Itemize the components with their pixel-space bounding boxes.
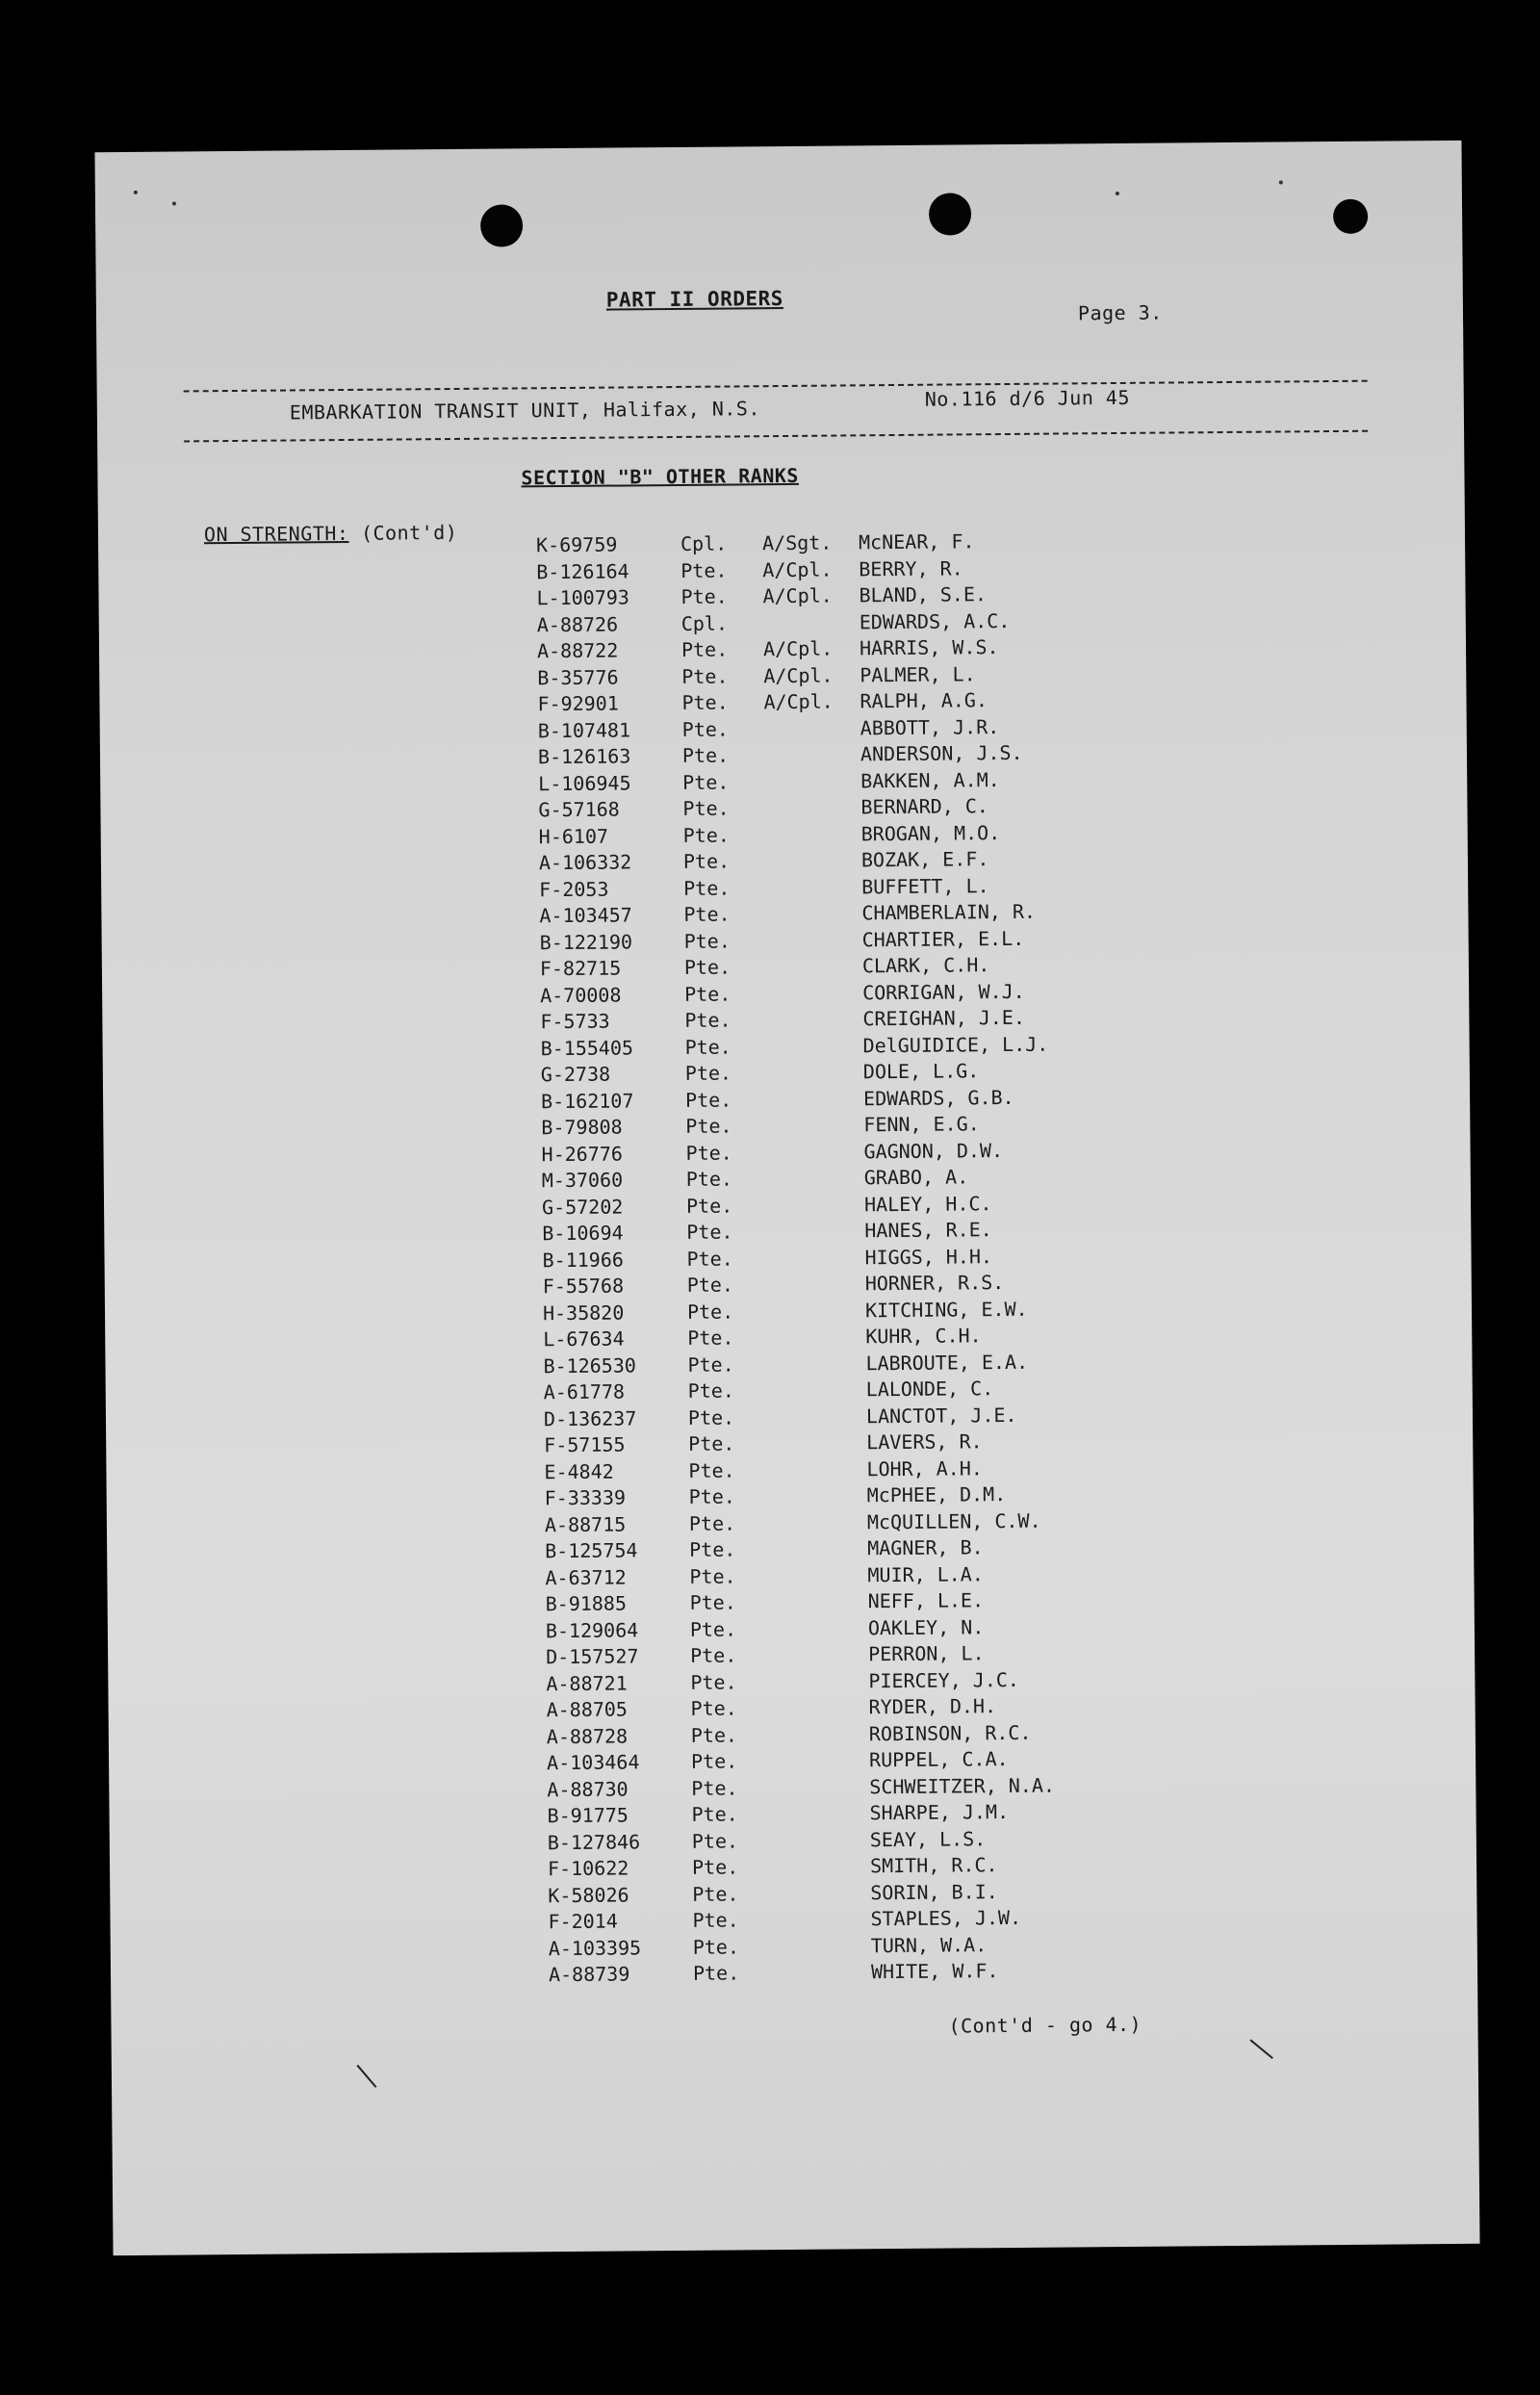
soldier-name: LABROUTE, E.A. <box>865 1350 1029 1375</box>
rank: Cpl. <box>680 531 728 555</box>
service-number: D-136237 <box>543 1405 637 1430</box>
rank: Pte. <box>691 1828 739 1853</box>
rank: Pte. <box>686 1273 734 1297</box>
acting-rank <box>769 1272 875 1273</box>
service-number: B-107481 <box>537 717 631 742</box>
acting-rank <box>764 716 870 717</box>
rank: Pte. <box>686 1220 733 1244</box>
punch-hole <box>480 204 523 246</box>
soldier-name: HARRIS, W.S. <box>859 635 999 660</box>
service-number: A-88705 <box>546 1697 629 1722</box>
rank: Pte. <box>686 1246 733 1271</box>
soldier-name: GRABO, A. <box>863 1165 969 1190</box>
soldier-name: CHARTIER, E.L. <box>861 926 1025 951</box>
acting-rank <box>774 1828 880 1829</box>
service-number: A-103395 <box>548 1935 642 1960</box>
service-number: F-5733 <box>540 1009 610 1034</box>
soldier-name: CREIGHAN, J.E. <box>862 1005 1026 1031</box>
soldier-name: SORIN, B.I. <box>870 1879 998 1904</box>
acting-rank <box>765 875 871 876</box>
rank: Pte. <box>689 1563 736 1588</box>
acting-rank <box>768 1246 874 1247</box>
acting-rank: A/Cpl. <box>763 663 834 687</box>
acting-rank <box>764 769 870 770</box>
paper-speck <box>1116 192 1119 195</box>
acting-rank: A/Cpl. <box>762 583 833 608</box>
rank: Pte. <box>682 796 730 820</box>
service-number: G-57202 <box>541 1194 624 1219</box>
acting-rank <box>767 1034 873 1035</box>
rank: Pte. <box>687 1326 734 1350</box>
rank: Cpl. <box>680 611 729 635</box>
service-number: B-129064 <box>545 1617 639 1642</box>
rank: Pte. <box>682 823 730 847</box>
acting-rank <box>769 1325 875 1326</box>
service-number: B-11966 <box>542 1247 624 1272</box>
rank: Pte. <box>690 1669 737 1694</box>
service-number: B-155405 <box>540 1035 634 1060</box>
rank: Pte. <box>688 1510 736 1535</box>
rank: Pte. <box>681 690 729 714</box>
service-number: F-2014 <box>548 1909 618 1934</box>
service-number: A-88726 <box>536 612 619 636</box>
acting-rank: A/Sgt. <box>761 530 833 555</box>
acting-rank <box>772 1669 878 1670</box>
page-title: PART II ORDERS <box>605 287 783 312</box>
service-number: H-6107 <box>538 824 609 848</box>
soldier-name: CORRIGAN, W.J. <box>862 979 1025 1004</box>
soldier-name: KITCHING, E.W. <box>864 1297 1028 1322</box>
soldier-name: MAGNER, B. <box>867 1535 984 1560</box>
service-number: B-125754 <box>545 1538 638 1563</box>
acting-rank <box>774 1907 880 1908</box>
acting-rank <box>775 1934 881 1935</box>
rank: Pte. <box>684 1061 732 1085</box>
service-number: L-100793 <box>536 585 629 610</box>
soldier-name: HANES, R.E. <box>864 1218 992 1243</box>
rank: Pte. <box>684 1008 732 1032</box>
acting-rank <box>766 1007 872 1008</box>
service-number: B-126163 <box>537 744 631 769</box>
acting-rank <box>773 1748 879 1749</box>
soldier-name: ANDERSON, J.S. <box>860 740 1023 766</box>
soldier-name: ROBINSON, R.C. <box>868 1720 1032 1745</box>
strength-note: (Cont'd) <box>360 520 458 545</box>
rank: Pte. <box>686 1299 734 1324</box>
acting-rank <box>766 981 872 982</box>
soldier-name: BERRY, R. <box>859 555 963 580</box>
acting-rank <box>775 1960 881 1961</box>
service-number: B-127846 <box>547 1829 641 1854</box>
rank: Pte. <box>690 1749 738 1773</box>
rank: Pte. <box>685 1114 732 1138</box>
service-number: B-126530 <box>543 1352 636 1378</box>
punch-hole <box>929 193 971 235</box>
acting-rank <box>771 1483 877 1484</box>
order-number: No.116 d/6 Jun 45 <box>924 385 1131 411</box>
pencil-mark <box>356 2065 376 2088</box>
soldier-name: ABBOTT, J.R. <box>860 714 1000 739</box>
document-page <box>94 141 1479 2255</box>
service-number: A-88730 <box>547 1776 629 1801</box>
acting-rank: A/Cpl. <box>762 557 833 581</box>
rank: Pte. <box>692 1961 740 1985</box>
soldier-name: SHARPE, J.M. <box>869 1800 1010 1825</box>
soldier-name: EDWARDS, G.B. <box>862 1085 1014 1110</box>
acting-rank <box>773 1775 879 1776</box>
soldier-name: HIGGS, H.H. <box>864 1244 993 1269</box>
rank: Pte. <box>689 1537 736 1561</box>
service-number: L-106945 <box>538 770 631 795</box>
rank: Pte. <box>691 1775 738 1800</box>
soldier-name: HORNER, R.S. <box>864 1271 1005 1296</box>
service-number: K-69759 <box>535 532 618 557</box>
acting-rank <box>770 1430 876 1431</box>
soldier-name: MUIR, L.A. <box>867 1561 984 1586</box>
strength-label: ON STRENGTH: <box>203 521 349 547</box>
rank: Pte. <box>690 1643 737 1667</box>
service-number: M-37060 <box>541 1168 624 1193</box>
rank: Pte. <box>687 1352 734 1377</box>
soldier-name: LANCTOT, J.E. <box>865 1403 1017 1428</box>
rank: Pte. <box>682 849 731 873</box>
service-number: B-91885 <box>545 1591 628 1616</box>
page-number: Page 3. <box>1077 300 1163 325</box>
acting-rank: A/Cpl. <box>763 689 834 714</box>
rank: Pte. <box>684 1035 732 1059</box>
rank: Pte. <box>688 1457 735 1482</box>
service-number: A-103464 <box>547 1750 640 1775</box>
rank: Pte. <box>692 1881 739 1906</box>
soldier-name: BUFFETT, L. <box>861 873 989 898</box>
service-number: B-122190 <box>539 929 633 954</box>
rank: Pte. <box>683 929 731 953</box>
service-number: H-35820 <box>542 1300 625 1325</box>
divider <box>184 380 1368 393</box>
soldier-name: CLARK, C.H. <box>861 953 990 978</box>
acting-rank: A/Cpl. <box>762 636 834 661</box>
rank: Pte. <box>690 1722 738 1747</box>
rank: Pte. <box>680 637 729 661</box>
rank: Pte. <box>683 955 732 979</box>
acting-rank <box>768 1219 874 1220</box>
soldier-name: BAKKEN, A.M. <box>860 767 1000 792</box>
rank: Pte. <box>681 664 729 688</box>
acting-rank <box>773 1801 879 1802</box>
service-number: B-10694 <box>542 1221 624 1246</box>
rank: Pte. <box>689 1590 736 1614</box>
service-number: G-2738 <box>540 1062 611 1087</box>
rank: Pte. <box>683 902 731 926</box>
acting-rank <box>773 1722 879 1723</box>
rank: Pte. <box>688 1431 735 1455</box>
paper-speck <box>172 202 176 206</box>
soldier-name: KUHR, C.H. <box>865 1324 982 1349</box>
acting-rank <box>767 1140 873 1141</box>
soldier-name: TURN, W.A. <box>870 1932 988 1957</box>
acting-rank <box>766 954 872 955</box>
rank: Pte. <box>689 1616 737 1641</box>
soldier-name: SCHWEITZER, N.A. <box>869 1773 1056 1798</box>
service-number: E-4842 <box>544 1459 614 1483</box>
soldier-name: WHITE, W.F. <box>870 1959 999 1984</box>
soldier-name: GAGNON, D.W. <box>863 1138 1004 1163</box>
service-number: A-88728 <box>546 1723 629 1748</box>
soldier-name: RUPPEL, C.A. <box>868 1747 1009 1772</box>
acting-rank <box>763 610 869 611</box>
soldier-name: SEAY, L.S. <box>869 1826 987 1851</box>
service-number: D-157527 <box>546 1644 639 1669</box>
rank: Pte. <box>682 770 730 794</box>
rank: Pte. <box>688 1484 735 1508</box>
soldier-name: OAKLEY, N. <box>867 1614 985 1639</box>
soldier-name: FENN, E.G. <box>863 1112 980 1137</box>
soldier-name: DOLE, L.G. <box>862 1059 980 1084</box>
rank: Pte. <box>683 876 731 900</box>
rank: Pte. <box>685 1193 733 1218</box>
paper-speck <box>1279 180 1283 184</box>
acting-rank <box>772 1616 878 1617</box>
rank: Pte. <box>685 1167 733 1191</box>
acting-rank <box>769 1299 875 1300</box>
service-number: H-26776 <box>541 1141 623 1166</box>
section-heading: SECTION "B" OTHER RANKS <box>521 463 800 490</box>
rank: Pte. <box>691 1855 739 1879</box>
soldier-name: EDWARDS, A.C. <box>859 608 1011 633</box>
paper-speck <box>134 191 138 194</box>
service-number: B-79808 <box>541 1115 623 1140</box>
soldier-name: BERNARD, C. <box>860 794 989 819</box>
service-number: F-55768 <box>542 1274 625 1299</box>
acting-rank <box>770 1404 876 1405</box>
soldier-name: McQUILLEN, C.W. <box>866 1508 1041 1533</box>
rank: Pte. <box>691 1802 738 1826</box>
service-number: A-88715 <box>544 1511 627 1536</box>
service-number: B-35776 <box>537 665 619 689</box>
acting-rank <box>768 1193 874 1194</box>
acting-rank <box>772 1642 878 1643</box>
rank: Pte. <box>685 1088 732 1112</box>
acting-rank <box>772 1589 878 1590</box>
service-number: A-63712 <box>545 1564 627 1589</box>
acting-rank <box>768 1166 874 1167</box>
acting-rank <box>765 901 871 902</box>
service-number: A-106332 <box>538 850 632 875</box>
service-number: A-88739 <box>548 1962 630 1987</box>
rank: Pte. <box>681 717 730 741</box>
soldier-name: BOZAK, E.F. <box>860 847 989 872</box>
soldier-name: STAPLES, J.W. <box>870 1905 1022 1931</box>
soldier-name: LOHR, A.H. <box>866 1455 983 1481</box>
rank: Pte. <box>680 584 728 608</box>
service-number: F-82715 <box>539 956 622 981</box>
acting-rank <box>765 848 871 849</box>
rank: Pte. <box>687 1378 735 1403</box>
soldier-name: RALPH, A.G. <box>860 688 988 713</box>
rank: Pte. <box>687 1404 735 1429</box>
soldier-name: DelGUIDICE, L.J. <box>862 1032 1049 1057</box>
acting-rank <box>771 1536 877 1537</box>
acting-rank <box>765 822 871 823</box>
soldier-name: PALMER, L. <box>860 661 976 686</box>
service-number: A-61778 <box>543 1379 626 1404</box>
service-number: F-10622 <box>547 1856 629 1881</box>
service-number: A-70008 <box>540 982 622 1007</box>
soldier-name: BLAND, S.E. <box>859 582 988 607</box>
service-number: F-92901 <box>537 691 619 716</box>
service-number: L-67634 <box>543 1326 625 1352</box>
rank: Pte. <box>685 1140 732 1165</box>
punch-hole <box>1333 199 1368 234</box>
service-number: A-88722 <box>536 638 619 663</box>
acting-rank <box>766 928 872 929</box>
soldier-name: LALONDE, C. <box>865 1377 994 1402</box>
soldier-name: RYDER, D.H. <box>868 1694 997 1719</box>
service-number: B-162107 <box>541 1088 634 1113</box>
acting-rank <box>774 1854 880 1855</box>
acting-rank <box>764 795 870 796</box>
acting-rank <box>771 1563 877 1564</box>
acting-rank <box>771 1510 877 1511</box>
service-number: F-2053 <box>539 877 609 901</box>
continued-note: (Cont'd - go 4.) <box>948 2012 1142 2038</box>
service-number: F-33339 <box>544 1485 627 1510</box>
acting-rank <box>764 742 870 743</box>
acting-rank <box>773 1695 879 1696</box>
acting-rank <box>774 1881 880 1882</box>
acting-rank <box>770 1457 876 1458</box>
service-number: B-126164 <box>536 558 629 583</box>
acting-rank <box>767 1113 873 1114</box>
rank: Pte. <box>692 1934 740 1959</box>
soldier-name: PERRON, L. <box>868 1641 985 1666</box>
soldier-name: BROGAN, M.O. <box>860 820 1001 845</box>
rank: Pte. <box>690 1696 737 1720</box>
soldier-name: HALEY, H.C. <box>863 1191 992 1216</box>
service-number: G-57168 <box>538 797 620 822</box>
soldier-name: McNEAR, F. <box>858 529 975 554</box>
service-number: A-103457 <box>539 903 632 928</box>
service-number: A-88721 <box>546 1670 628 1695</box>
soldier-name: PIERCEY, J.C. <box>868 1667 1020 1692</box>
unit-name: EMBARKATION TRANSIT UNIT, Halifax, N.S. <box>289 397 761 425</box>
acting-rank <box>767 1087 873 1088</box>
soldier-name: CHAMBERLAIN, R. <box>861 899 1037 925</box>
divider <box>184 430 1368 443</box>
soldier-name: LAVERS, R. <box>866 1429 983 1455</box>
soldier-name: McPHEE, D.M. <box>866 1482 1007 1507</box>
service-number: K-58026 <box>548 1882 629 1907</box>
rank: Pte. <box>692 1908 739 1932</box>
service-number: B-91775 <box>547 1803 629 1828</box>
rank: Pte. <box>684 982 732 1006</box>
service-number: F-57155 <box>544 1432 626 1457</box>
acting-rank <box>767 1060 873 1061</box>
soldier-name: NEFF, L.E. <box>867 1588 985 1613</box>
rank: Pte. <box>680 558 728 582</box>
soldier-name: SMITH, R.C. <box>869 1853 998 1878</box>
rank: Pte. <box>681 743 730 767</box>
pencil-mark <box>1250 2039 1273 2059</box>
